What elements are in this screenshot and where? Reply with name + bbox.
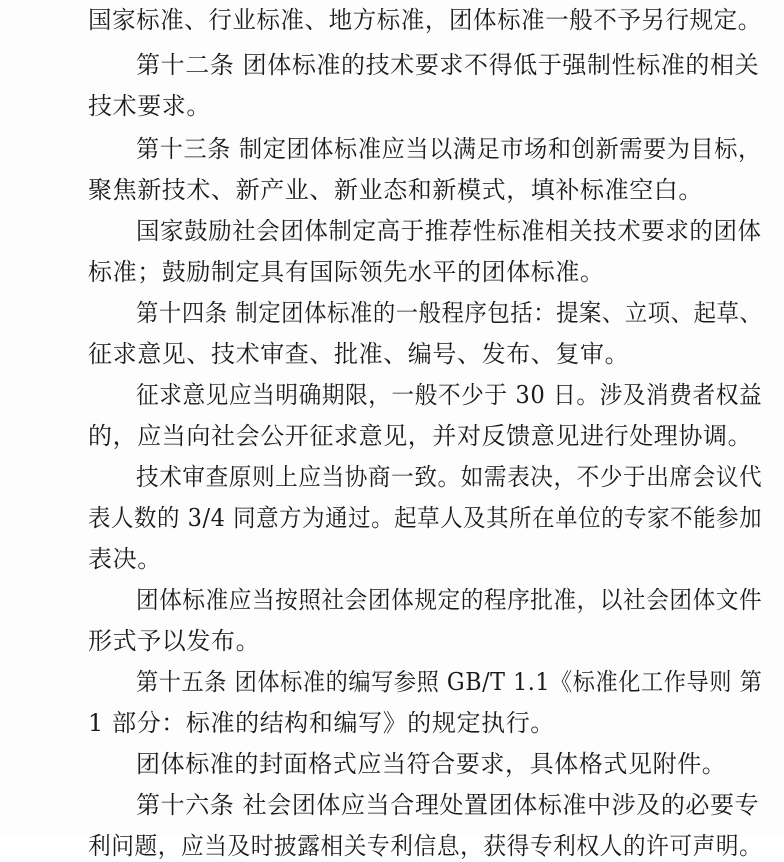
text-line: 国家鼓励社会团体制定高于推荐性标准相关技术要求的团体	[136, 217, 762, 245]
text-line: 利问题，应当及时披露相关专利信息，获得专利权人的许可声明。	[88, 832, 763, 860]
text-line: 技术审查原则上应当协商一致。如需表决，不少于出席会议代	[136, 463, 763, 491]
text-line: 国家标准、行业标准、地方标准，团体标准一般不予另行规定。	[88, 6, 762, 34]
text-line: 征求意见、技术审查、批准、编号、发布、复审。	[88, 340, 630, 368]
text-line: 表人数的 3/4 同意方为通过。起草人及其所在单位的专家不能参加	[88, 504, 763, 532]
text-line: 表决。	[88, 545, 162, 573]
text-line: 技术要求。	[88, 92, 211, 120]
text-line: 的，应当向社会公开征求意见，并对反馈意见进行处理协调。	[88, 422, 753, 450]
article-14-heading-line: 第十四条 制定团体标准的一般程序包括：提案、立项、起草、	[136, 299, 763, 327]
article-13-heading-line: 第十三条 制定团体标准应当以满足市场和创新需要为目标，	[136, 135, 762, 163]
text-line: 标准；鼓励制定具有国际领先水平的团体标准。	[88, 258, 605, 286]
text-line: 团体标准应当按照社会团体规定的程序批准，以社会团体文件	[136, 586, 763, 614]
article-15-heading-line: 第十五条 团体标准的编写参照 GB/T 1.1《标准化工作导则 第	[136, 668, 763, 696]
article-16-heading-line: 第十六条 社会团体应当合理处置团体标准中涉及的必要专	[136, 791, 760, 819]
text-line: 聚焦新技术、新产业、新业态和新模式，填补标准空白。	[88, 176, 703, 204]
text-line: 团体标准的封面格式应当符合要求，具体格式见附件。	[136, 750, 727, 778]
text-line: 1 部分：标准的结构和编写》的规定执行。	[88, 709, 555, 737]
text-line: 征求意见应当明确期限，一般不少于 30 日。涉及消费者权益	[136, 381, 763, 409]
article-12-heading-line: 第十二条 团体标准的技术要求不得低于强制性标准的相关	[136, 51, 760, 79]
text-line: 形式予以发布。	[88, 627, 261, 655]
